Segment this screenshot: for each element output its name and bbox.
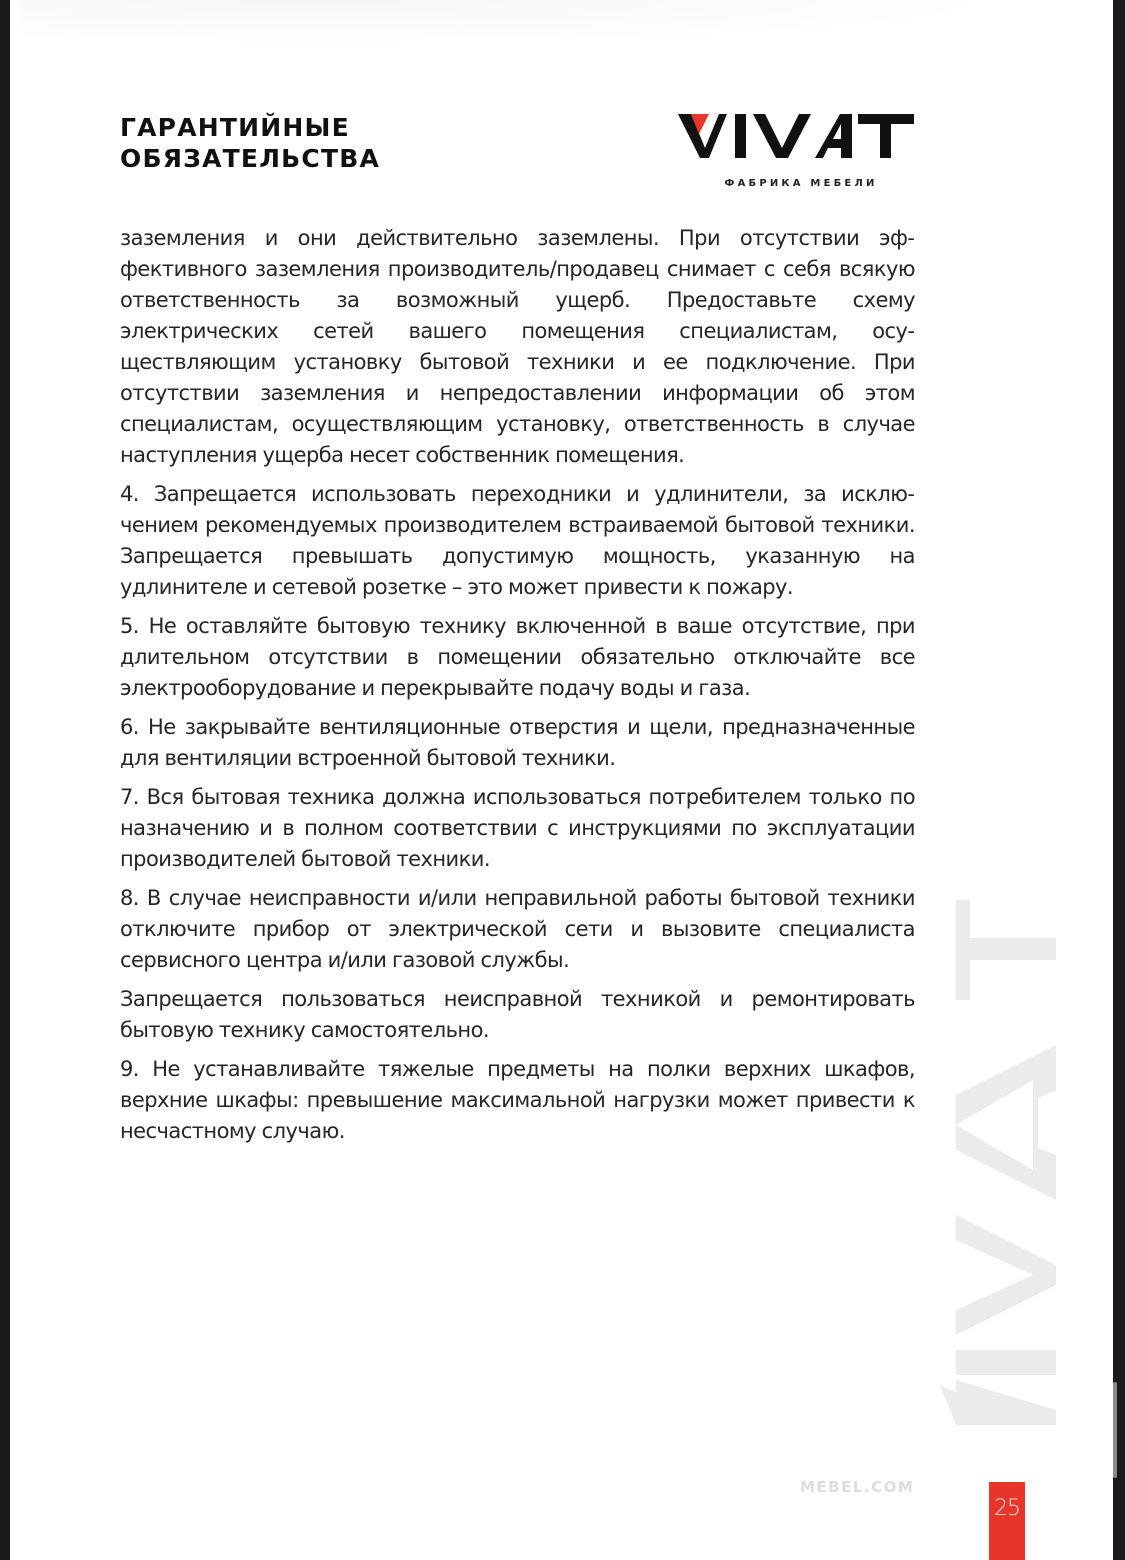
watermark-letter-a: [956, 1045, 1056, 1200]
page-number-tab: [989, 1482, 1025, 1560]
logo-letter-v2: [753, 114, 811, 158]
vivat-watermark: [938, 880, 1058, 1425]
paragraph-item-7: 7. Вся бытовая техника должна использоваться потребителем только по назначению и в полном соответствии с инструкциями по эксплуатации производителей бытовой техники.: [120, 785, 915, 871]
page-title-line-2: ОБЯЗАТЕЛЬСТВА: [120, 144, 381, 173]
paragraph-repair-warning: Запрещается пользоваться неисправной техникой и ремонтировать бытовую технику самостоятельно.: [120, 987, 915, 1042]
paragraph-item-4: 4. Запрещается использовать переходники и удлинители, за исключением рекомендуемых производителем встраиваемой бытовой техники. Запрещается превышать допустимую мощность, указанную на удлинителе и сетевой розетке – это может привести к пожару.: [120, 482, 915, 599]
logo-letter-i: [735, 114, 746, 158]
watermark-letter-v2: [956, 1215, 1056, 1335]
document-page: [10, 0, 1113, 1560]
vivat-logo: [678, 110, 914, 195]
scrollbar-track[interactable]: [1113, 0, 1125, 1560]
watermark-letter-i: [956, 1350, 1056, 1375]
paragraph-item-9: 9. Не устанавливайте тяжелые предметы на полки верхних шкафов, верхние шкафы: превышение максимальной нагрузки может привести к несчастному случаю.: [120, 1057, 915, 1143]
page-number: 25: [994, 1496, 1020, 1521]
paragraph-item-6: 6. Не закрывайте вентиляционные отверстия и щели, предназначенные для вентиляции встроенной бытовой техники.: [120, 715, 915, 770]
paragraph-grounding: заземления и они действительно заземлены. При отсутствии эффективного заземления производитель/продавец снимает с себя всякую ответственность за возможный ущерб. Предоставьте схему электрических сетей вашего помещения специалистам, осуществляющим установку бытовой техники и ее подключение. При отсутствии заземления и непредоставлении информации об этом специалистам, осуществляющим установку, ответственность в случае наступления ущерба несет собственник помещения.: [120, 226, 915, 467]
logo-tagline: ФАБРИКА МЕБЕЛИ: [724, 178, 878, 189]
footer-site: MEBEL.COM: [800, 1478, 915, 1496]
page-top-shadow: [20, 0, 1020, 45]
watermark-letter-t-stem: [956, 938, 1056, 960]
paragraph-item-5: 5. Не оставляйте бытовую технику включенной в ваше отсутствие, при длительном отсутствии в помещении обязательно отключайте все электрооборудование и перекрывайте подачу воды и газа.: [120, 614, 915, 700]
body-text: [120, 223, 915, 1155]
logo-letter-a: [815, 114, 852, 158]
paragraph-item-8: 8. В случае неисправности и/или неправильной работы бытовой техники отключите прибор от электрической сети и вызовите специалиста сервисного центра и/или газовой службы.: [120, 886, 915, 972]
scrollbar-thumb[interactable]: [1113, 1382, 1117, 1478]
logo-letter-t-stem: [880, 114, 891, 158]
vivat-logo-wordmark: [678, 110, 914, 160]
page-title: [120, 112, 380, 174]
page-title-line-1: ГАРАНТИЙНЫЕ: [120, 113, 350, 142]
